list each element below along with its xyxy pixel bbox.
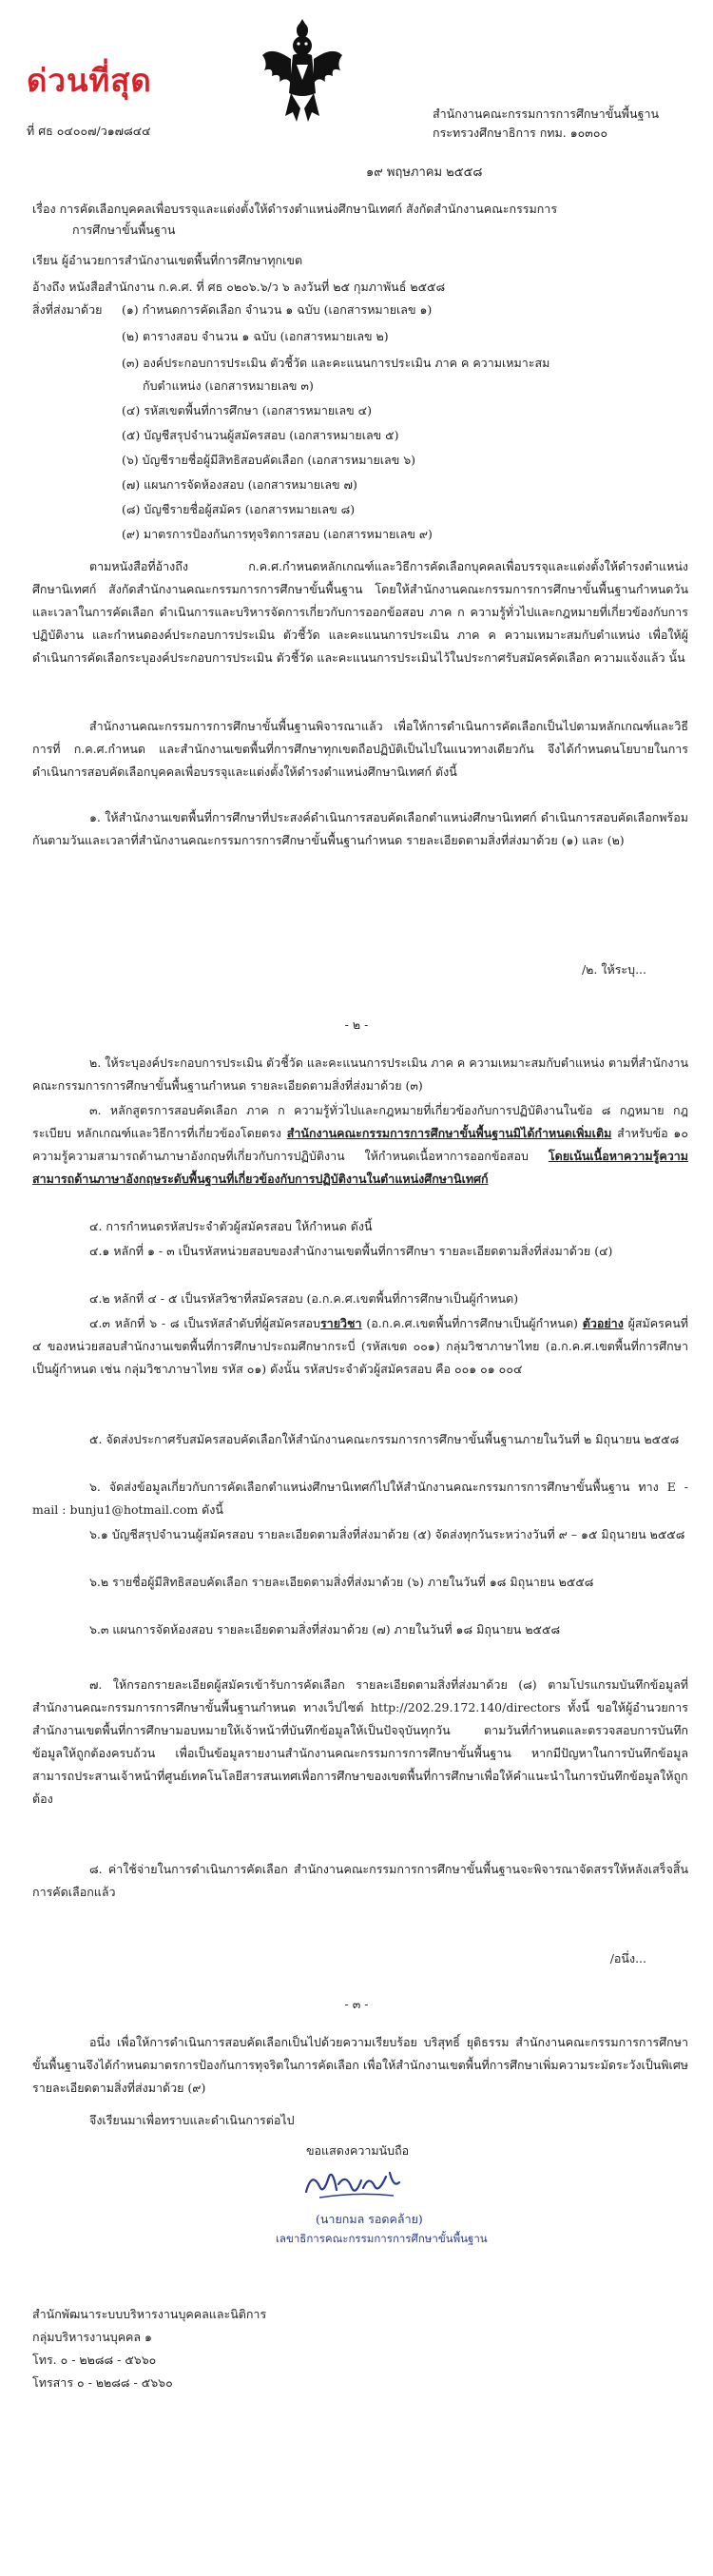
body-paragraph: ๔.๑ หลักที่ ๑ - ๓ เป็นรหัสหน่วยสอบของสำนักงานเขตพื้นที่การศึกษา รายละเอียดตามสิ่งที่ส่งมาด้วย (๔) xyxy=(89,1244,613,1258)
letter-page-2 xyxy=(0,1008,713,1987)
text-run: ๓. หลักสูตรการสอบคัดเลือก ภาค ก ความรู้ทั่วไปและกฎหมายที่เกี่ยวข้องกับการปฏิบัติงานในข้อ ๘ กฎหมาย กฎ ระเบียบ หลักเกณฑ์และวิธีการที่เกี่ยวข้องโดยตรง xyxy=(32,1103,688,1140)
attachment-item: (๖) บัญชีรายชื่อผู้มีสิทธิสอบคัดเลือก (เอกสารหมายเลข ๖) xyxy=(122,453,416,467)
closing-regards: ขอแสดงความนับถือ xyxy=(306,2143,410,2158)
signer-name: (นายกมล รอดคล้าย) xyxy=(316,2212,423,2226)
attachment-item: (๔) รหัสเขตพื้นที่การศึกษา (เอกสารหมายเลข ๔) xyxy=(122,403,372,417)
attachment-item: กับตำแหน่ง (เอกสารหมายเลข ๓) xyxy=(143,378,314,393)
body-paragraph: ๖. จัดส่งข้อมูลเกี่ยวกับการคัดเลือกตำแหน่งศึกษานิเทศก์ไปให้สำนักงานคณะกรรมการการศึกษาขั้นพื้นฐาน ทาง E - mail : bunju1@hotmail.com ดังนี้ xyxy=(32,1480,688,1517)
urgent-label: ด่วนที่สุด xyxy=(27,62,152,99)
body-paragraph: ๖.๒ รายชื่อผู้มีสิทธิสอบคัดเลือก รายละเอียดตามสิ่งที่ส่งมาด้วย (๖) ภายในวันที่ ๑๘ มิถุนายน ๒๕๕๘ xyxy=(89,1575,594,1589)
letter-page-1 xyxy=(0,0,713,1008)
page-number: - ๒ - xyxy=(344,1017,369,1032)
attachment-item: (๙) มาตรการป้องกันการทุจริตการสอบ (เอกสารหมายเลข ๙) xyxy=(122,527,433,541)
text-run: สำหรับข้อ ๑๐ ความรู้ความสามารถด้านภาษาอังกฤษที่เกี่ยวกับการปฏิบัติงาน ให้กำหนดเนื้อหาการออกข้อสอบ xyxy=(32,1126,688,1163)
letter-recipient: เรียน ผู้อำนวยการสำนักงานเขตพื้นที่การศึกษาทุกเขต xyxy=(32,253,303,267)
text-run: ๔.๓ หลักที่ ๖ - ๘ เป็นรหัสลำดับที่ผู้สมัครสอบ xyxy=(89,1316,320,1330)
agency-name: สำนักงานคณะกรรมการการศึกษาขั้นพื้นฐาน xyxy=(433,107,660,121)
continuation-note: /๒. ให้ระบุ... xyxy=(581,962,646,977)
body-paragraph: ๔.๒ หลักที่ ๔ - ๕ เป็นรหัสวิชาที่สมัครสอบ (อ.ก.ค.ศ.เขตพื้นที่การศึกษาเป็นผู้กำหนด) xyxy=(89,1291,519,1306)
body-paragraph: ๔. การกำหนดรหัสประจำตัวผู้สมัครสอบ ให้กำหนด ดังนี้ xyxy=(89,1219,373,1233)
closing-request: จึงเรียนมาเพื่อทราบและดำเนินการต่อไป xyxy=(89,2113,295,2127)
body-paragraph: ๖.๓ แผนการจัดห้องสอบ รายละเอียดตามสิ่งที่ส่งมาด้วย (๗) ภายในวันที่ ๑๘ มิถุนายน ๒๕๕๘ xyxy=(89,1622,561,1637)
body-paragraph: ตามหนังสือที่อ้างถึง ก.ค.ศ.กำหนดหลักเกณฑ์และวิธีการคัดเลือกบุคคลเพื่อบรรจุและแต่งตั้งให้ดำรงตำแหน่งศึกษานิเทศก์ สังกัดสำนักงานคณะกรรมการการศึกษาขั้นพื้นฐาน โดยให้สำนักงานคณะกรรมการการศึกษาขั้นพื้นฐานกำหนดวันและเวลาในการคัดเลือก ดำเนินการและบริหารจัดการเกี่ยวกับการออกข้อสอบ ภาค ก ความรู้ทั่วไปและกฎหมายที่เกี่ยวข้องกับการปฏิบัติงาน และกำหนดองค์ประกอบการประเมิน ตัวชี้วัด และคะแนนการประเมิน ภาค ค ความเหมาะสมกับตำแหน่ง เพื่อให้ผู้ดำเนินการคัดเลือกระบุองค์ประกอบการประเมิน ตัวชี้วัด และคะแนนการประเมินไว้ในประกาศรับสมัครคัดเลือก ความแจ้งแล้ว นั้น xyxy=(32,559,688,665)
text-run: ผู้สมัครคนที่ ๔ ของหน่วยสอบสำนักงานเขตพื้นที่การศึกษาประถมศึกษากระบี่ (รหัสเขต ๐๐๑) กลุ่มวิชาภาษาไทย (อ.ก.ค.ศ.เขตพื้นที่การศึกษาเป็นผู้กำหนด เช่น กลุ่มวิชาภาษาไทย รหัส ๐๑) ดังนั้น รหัสประจำตัวผู้สมัครสอบ คือ ๐๐๑ ๐๑ ๐๐๔ xyxy=(32,1316,688,1376)
body-paragraph: ๖.๑ บัญชีสรุปจำนวนผู้สมัครสอบ รายละเอียดตามสิ่งที่ส่งมาด้วย (๕) จัดส่งทุกวันระหว่างวันที่ ๙ – ๑๕ มิถุนายน ๒๕๕๘ xyxy=(89,1527,685,1541)
letter-subject: เรื่อง การคัดเลือกบุคคลเพื่อบรรจุและแต่งตั้งให้ดำรงตำแหน่งศึกษานิเทศก์ สังกัดสำนักงานคณะกรรมการ xyxy=(32,202,558,216)
body-paragraph: ๗. ให้กรอกรายละเอียดผู้สมัครเข้ารับการคัดเลือก รายละเอียดตามสิ่งที่ส่งมาด้วย (๘) ตามโปรแกรมบันทึกข้อมูลที่สำนักงานคณะกรรมการการศึกษาขั้นพื้นฐานกำหนด ทางเว็ปไซต์ http://202.29.172.140/directors ทั้งนี้ ขอให้ผู้อำนวยการสำนักงานเขตพื้นที่การศึกษามอบหมายให้เจ้าหน้าที่บันทึกข้อมูลให้เป็นปัจจุบันทุกวัน ตามวันที่กำหนดและตรวจสอบการบันทึกข้อมูลให้ถูกต้องครบถ้วน เพื่อเป็นข้อมูลรายงานสำนักงานคณะกรรมการการศึกษาขั้นพื้นฐาน หากมีปัญหาในการบันทึกข้อมูล สามารถประสานเจ้าหน้าที่ศูนย์เทคโนโลยีสารสนเทศเพื่อการศึกษาของเขตพื้นที่การศึกษาเพื่อให้คำแนะนำในการบันทึกข้อมูลให้ถูกต้อง xyxy=(32,1677,688,1806)
attachments-label: สิ่งที่ส่งมาด้วย xyxy=(32,302,103,317)
letter-date: ๑๙ พฤษภาคม ๒๕๕๘ xyxy=(366,165,483,180)
attachment-item: (๘) บัญชีรายชื่อผู้สมัคร (เอกสารหมายเลข ๘) xyxy=(122,502,356,516)
body-paragraph: สำนักงานคณะกรรมการการศึกษาขั้นพื้นฐานพิจารณาแล้ว เพื่อให้การดำเนินการคัดเลือกเป็นไปตามหลักเกณฑ์และวิธีการที่ ก.ค.ศ.กำหนด และสำนักงานเขตพื้นที่การศึกษาทุกเขตถือปฏิบัติเป็นไปในแนวทางเดียวกัน จึงได้กำหนดนโยบายในการดำเนินการสอบคัดเลือกบุคคลเพื่อบรรจุและแต่งตั้งให้ดำรงตำแหน่งศึกษานิเทศก์ ดังนี้ xyxy=(32,719,688,779)
attachment-item: (๕) บัญชีสรุปจำนวนผู้สมัครสอบ (เอกสารหมายเลข ๕) xyxy=(122,428,399,442)
footer-office: สำนักพัฒนาระบบบริหารงานบุคคลและนิติการ xyxy=(32,2307,267,2321)
letter-reference: อ้างถึง หนังสือสำนักงาน ก.ค.ศ. ที่ ศธ ๐๒๐๖.๖/ว ๖ ลงวันที่ ๒๕ กุมภาพันธ์ ๒๕๕๘ xyxy=(32,280,446,294)
document-number: ที่ ศธ ๐๔๐๐๗/ว๑๗๘๔๔ xyxy=(27,124,151,138)
emphasis-text: โดยเน้นเนื้อหาความรู้ความสามารถด้านภาษาอังกฤษระดับพื้นฐานที่เกี่ยวข้องกับการปฏิบัติงานในตำแหน่งศึกษานิเทศก์ xyxy=(32,1149,688,1186)
body-paragraph: อนึ่ง เพื่อให้การดำเนินการสอบคัดเลือกเป็นไปด้วยความเรียบร้อย บริสุทธิ์ ยุติธรรม สำนักงานคณะกรรมการการศึกษาขั้นพื้นฐานจึงได้กำหนดมาตรการป้องกันการทุจริตในการคัดเลือก เพื่อให้สำนักงานเขตพื้นที่การศึกษาเพิ่มความระมัดระวังเป็นพิเศษ รายละเอียดตามสิ่งที่ส่งมาด้วย (๙) xyxy=(32,2035,688,2095)
page-number: - ๓ - xyxy=(344,1997,369,2011)
body-paragraph: ๒. ให้ระบุองค์ประกอบการประเมิน ตัวชี้วัด และคะแนนการประเมิน ภาค ค ความเหมาะสมกับตำแหน่ง ตามที่สำนักงานคณะกรรมการการศึกษาขั้นพื้นฐานกำหนด รายละเอียดตามสิ่งที่ส่งมาด้วย (๓) xyxy=(32,1056,688,1093)
body-paragraph: ๘. ค่าใช้จ่ายในการดำเนินการคัดเลือก สำนักงานคณะกรรมการการศึกษาขั้นพื้นฐานจะพิจารณาจัดสรรให้หลังเสร็จสิ้นการคัดเลือกแล้ว xyxy=(32,1862,688,1899)
signature-icon xyxy=(300,2163,405,2205)
attachment-item: (๗) แผนการจัดห้องสอบ (เอกสารหมายเลข ๗) xyxy=(122,477,357,492)
emphasis-text: ตัวอย่าง xyxy=(582,1316,624,1330)
body-paragraph: ๕. จัดส่งประกาศรับสมัครสอบคัดเลือกให้สำนักงานคณะกรรมการการศึกษาขั้นพื้นฐานภายในวันที่ ๒ มิถุนายน ๒๕๕๘ xyxy=(89,1432,680,1446)
garuda-emblem-icon xyxy=(259,17,346,124)
footer-fax: โทรสาร ๐ - ๒๒๘๘ - ๕๖๖๐ xyxy=(32,2375,173,2390)
text-run: (อ.ก.ค.ศ.เขตพื้นที่การศึกษาเป็นผู้กำหนด) xyxy=(361,1316,583,1330)
continuation-note: /อนึ่ง... xyxy=(609,1951,646,1966)
body-paragraph xyxy=(32,1312,688,1381)
letter-page-3 xyxy=(0,1987,713,2576)
letter-subject-continued: การศึกษาขั้นพื้นฐาน xyxy=(72,223,176,237)
body-paragraph: ๑. ให้สำนักงานเขตพื้นที่การศึกษาที่ประสงค์ดำเนินการสอบคัดเลือกตำแหน่งศึกษานิเทศก์ ดำเนินการสอบคัดเลือกพร้อมกันตามวันและเวลาที่สำนักงานคณะกรรมการการศึกษาขั้นพื้นฐานกำหนด รายละเอียดตามสิ่งที่ส่งมาด้วย (๑) และ (๒) xyxy=(32,810,688,847)
attachment-item: (๒) ตารางสอบ จำนวน ๑ ฉบับ (เอกสารหมายเลข ๒) xyxy=(122,329,389,343)
attachment-item: (๑) กำหนดการคัดเลือก จำนวน ๑ ฉบับ (เอกสารหมายเลข ๑) xyxy=(122,302,433,317)
emphasis-text: รายวิชา xyxy=(319,1316,362,1330)
body-paragraph xyxy=(32,1099,688,1191)
agency-address: กระทรวงศึกษาธิการ กทม. ๑๐๓๐๐ xyxy=(433,126,608,140)
attachment-item: (๓) องค์ประกอบการประเมิน ตัวชี้วัด และคะแนนการประเมิน ภาค ค ความเหมาะสม xyxy=(122,356,550,370)
footer-group: กลุ่มบริหารงานบุคคล ๑ xyxy=(32,2330,152,2344)
footer-phone: โทร. ๐ - ๒๒๘๘ - ๕๖๖๐ xyxy=(32,2353,157,2367)
signer-title: เลขาธิการคณะกรรมการการศึกษาขั้นพื้นฐาน xyxy=(276,2232,488,2245)
emphasis-text: สำนักงานคณะกรรมการการศึกษาขั้นพื้นฐานมิได้กำหนดเพิ่มเติม xyxy=(286,1126,612,1140)
